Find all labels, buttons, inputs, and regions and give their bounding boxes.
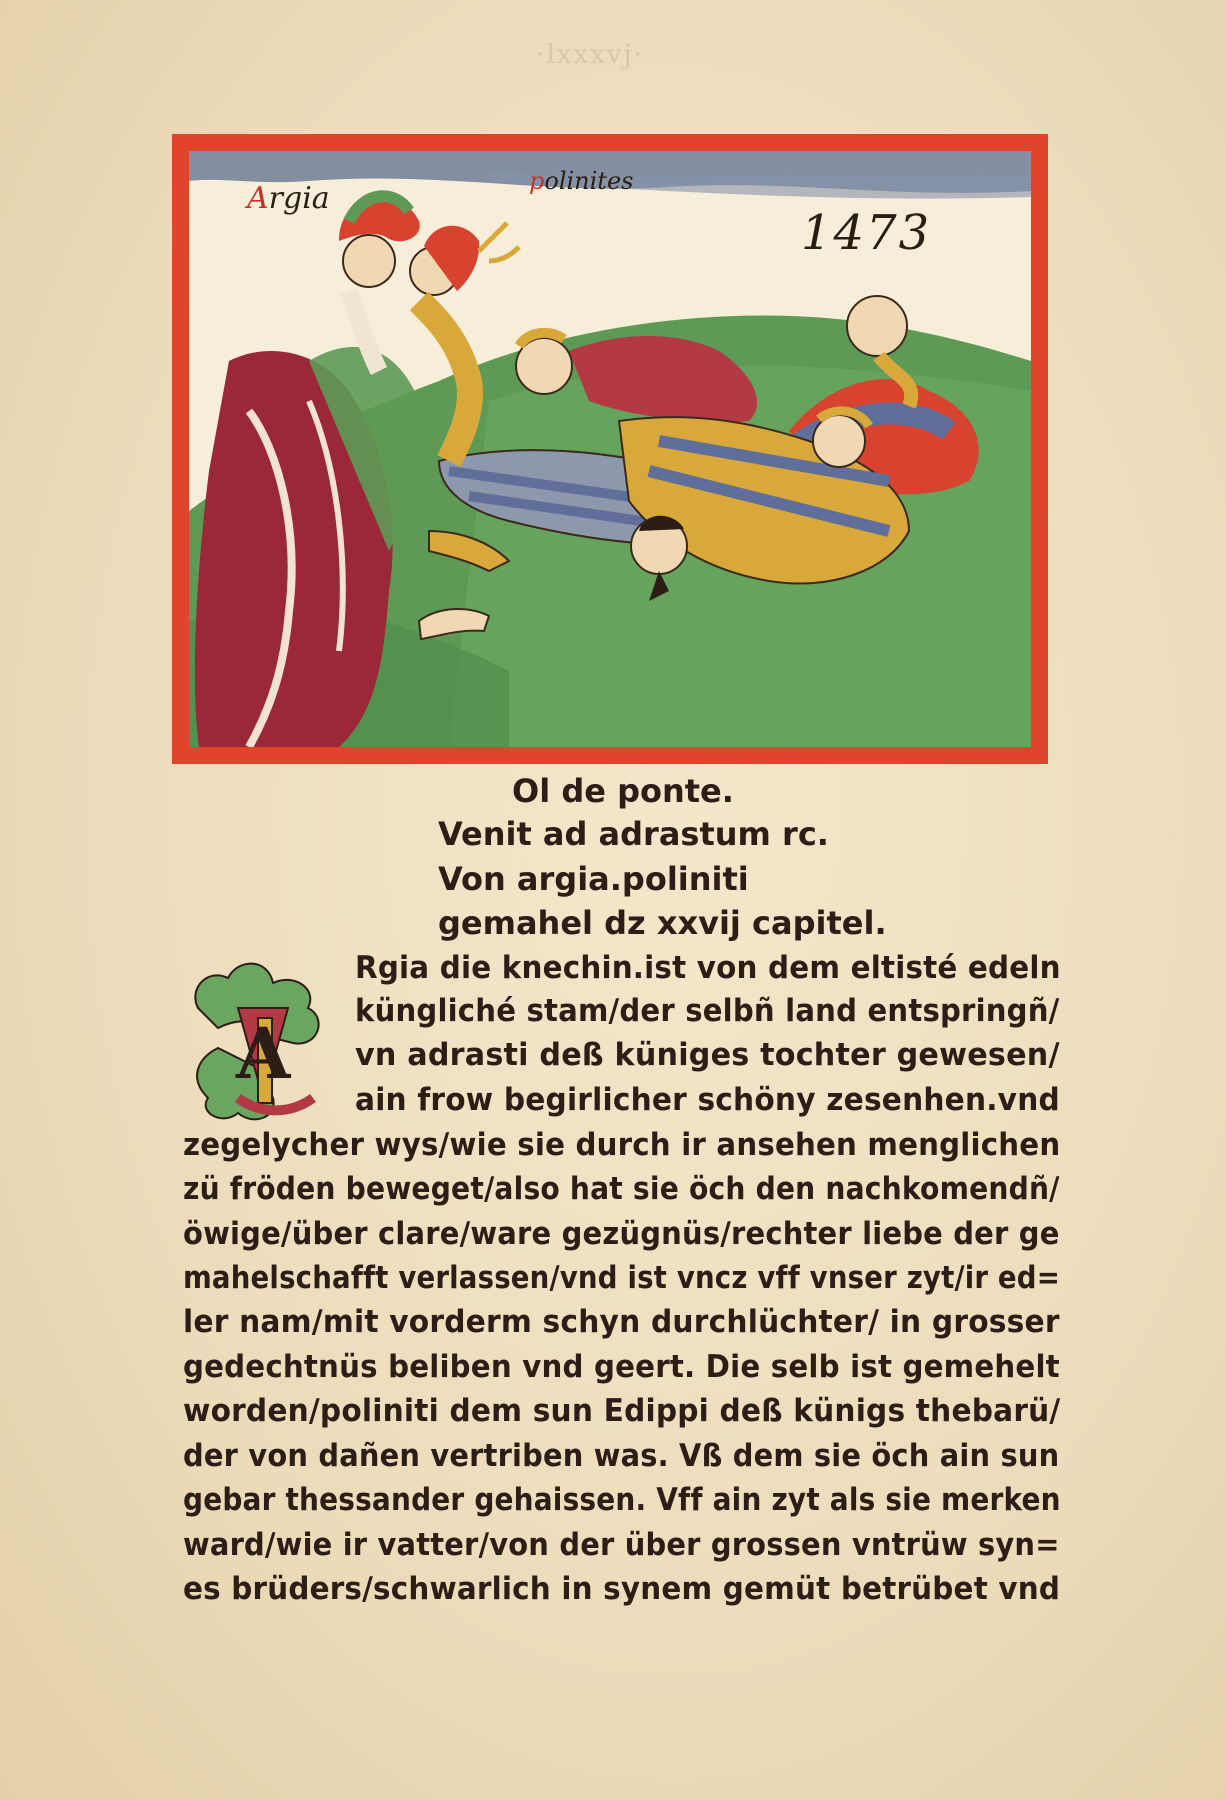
body-line-10: gedechtnüs beliben vnd geert. Die selb ist gemehelt bbox=[183, 1349, 1060, 1385]
body-line-11: worden/poliniti dem sun Edippi deß künigs thebarü/ bbox=[183, 1393, 1061, 1429]
heading-line-3: Von argia.poliniti bbox=[438, 860, 749, 898]
woodcut-illustration bbox=[172, 134, 1048, 764]
body-line-14: ward/wie ir vatter/von der über grossen vntrüw syn= bbox=[183, 1527, 1060, 1563]
label-year: 1473 bbox=[801, 205, 932, 261]
body-line-2: küngliché stam/der selbñ land entspringñ/ bbox=[355, 993, 1060, 1029]
body-line-13: gebar thessander gehaissen. Vff ain zyt als sie merken bbox=[183, 1482, 1061, 1518]
initial-ornament-icon bbox=[178, 948, 334, 1126]
body-line-3: vn adrasti deß küniges tochter gewesen/ bbox=[355, 1037, 1060, 1073]
label-polinites: polinites bbox=[529, 167, 634, 195]
body-line-8: mahelschafft verlassen/vnd ist vncz vff vnser zyt/ir ed= bbox=[183, 1260, 1061, 1296]
heading-line-4: gemahel dz xxvij capitel. bbox=[438, 904, 887, 942]
heading-line-2: Venit ad adrastum rc. bbox=[438, 815, 829, 853]
initial-letter: A bbox=[236, 1012, 291, 1095]
heading-line-1: Ol de ponte. bbox=[512, 772, 734, 810]
body-line-5: zegelycher wys/wie sie durch ir ansehen menglichen bbox=[183, 1127, 1061, 1163]
body-line-9: ler nam/mit vorderm schyn durchlüchter/ in grosser bbox=[183, 1304, 1060, 1340]
body-line-6: zü fröden beweget/also hat sie öch den nachkomendñ/ bbox=[183, 1171, 1060, 1207]
folio-number: ·lxxxvj· bbox=[536, 40, 644, 70]
body-line-1: Rgia die knechin.ist von dem eltisté edeln bbox=[355, 950, 1061, 986]
body-line-4: ain frow begirlicher schöny zesenhen.vnd bbox=[355, 1082, 1060, 1118]
label-argia: Argia bbox=[247, 181, 330, 216]
decorated-initial bbox=[178, 948, 334, 1126]
body-line-15: es brüders/schwarlich in synem gemüt betrübet vnd bbox=[183, 1571, 1061, 1607]
body-line-12: der von dañen vertriben was. Vß dem sie öch ain sun bbox=[183, 1438, 1060, 1474]
body-line-7: öwige/über clare/ware gezügnüs/rechter liebe der ge bbox=[183, 1216, 1060, 1252]
